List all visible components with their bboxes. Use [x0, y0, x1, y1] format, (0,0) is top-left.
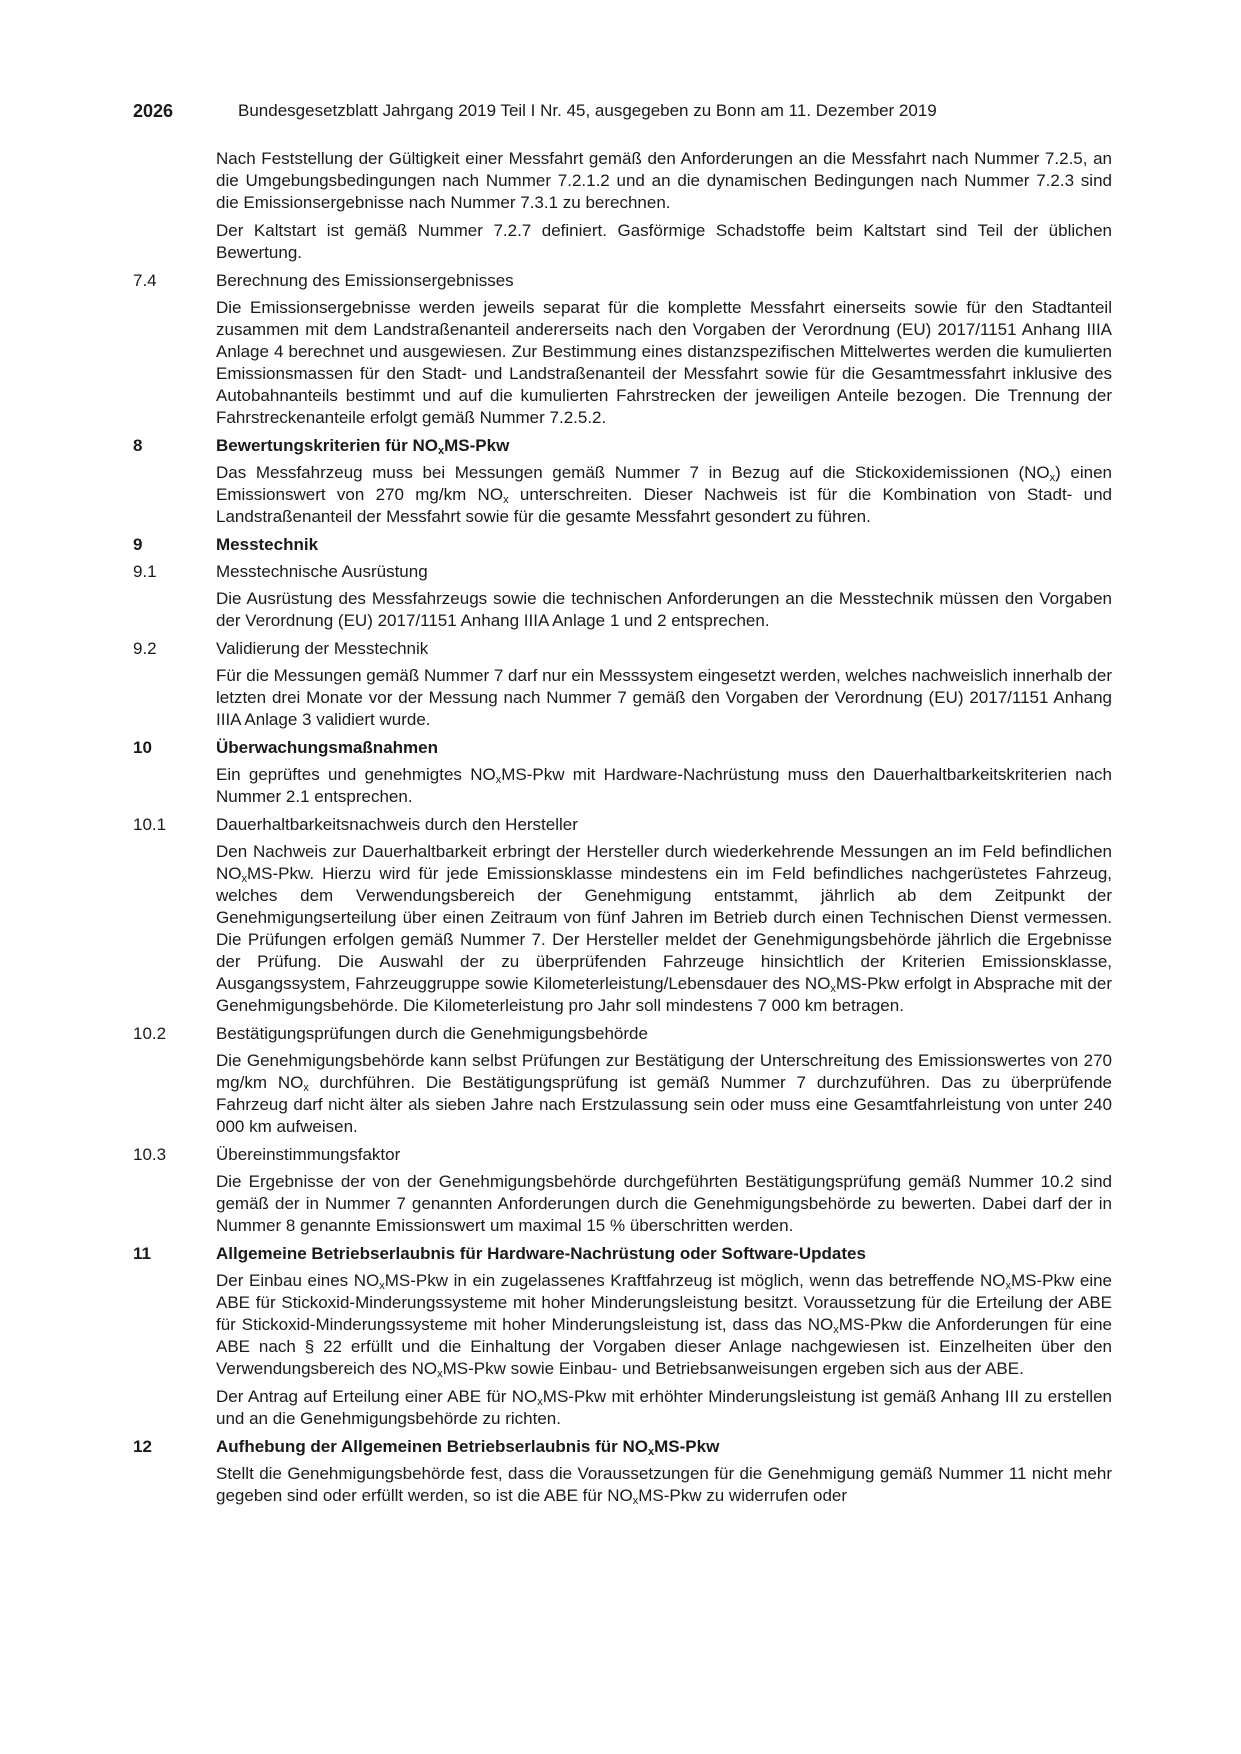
section-title: Übereinstimmungsfaktor: [216, 1145, 401, 1164]
paragraph: Der Kaltstart ist gemäß Nummer 7.2.7 definiert. Gasförmige Schadstoffe beim Kaltstart sind Teil der üblichen Bewertung.: [216, 221, 1112, 262]
section-number: 9.2: [133, 639, 157, 658]
section-title: Berechnung des Emissionsergebnisses: [216, 271, 514, 290]
section-heading: [133, 1023, 1113, 1045]
page-header: [133, 100, 1113, 123]
section-heading: [133, 638, 1113, 660]
section-heading: [133, 1144, 1113, 1166]
section-number: 8: [133, 436, 143, 455]
section-heading: [133, 534, 1113, 556]
paragraph: Der Einbau eines $NO_xMS$-Pkw in ein zugelassenes Kraftfahrzeug ist möglich, wenn das betreffende $NO_xMS$-Pkw eine ABE für Stickoxid-Minderungssysteme mit hoher Minderungsleistung besitzt. Voraussetzung für die Erteilung der ABE für Stickoxid-Minderungssysteme mit hoher Minderungsleistung ist, dass das $NO_xMS$-Pkw die Anforderungen für eine ABE nach § 22 erfüllt und die Einhaltung der Vorgaben dieser Anlage nachgewiesen ist. Einzelheiten über den Verwendungsbereich des $NO_xMS$-Pkw sowie Einbau- und Betriebsanweisungen ergeben sich aus der ABE.: [216, 1271, 1113, 1380]
paragraph: Der Antrag auf Erteilung einer ABE für $NO_xMS$-Pkw mit erhöhter Minderungsleistung ist gemäß Anhang III zu erstellen und an die Genehmigungsbehörde zu richten.: [216, 1387, 1112, 1428]
section-heading: [133, 561, 1113, 583]
page-number: 2026: [133, 101, 174, 121]
paragraph: Die Genehmigungsbehörde kann selbst Prüfungen zur Bestätigung der Unterschreitung des Emissionswertes von 270 mg/km $NO_x$ durchführen. Die Bestätigungsprüfung ist gemäß Nummer 7 durchzuführen. Das zu überprüfende Fahrzeug darf nicht älter als sieben Jahre nach Erstzulassung sein oder muss eine Gesamtfahrleistung von unter 240 000 km aufweisen.: [216, 1051, 1112, 1136]
paragraph: Das Messfahrzeug muss bei Messungen gemäß Nummer 7 in Bezug auf die Stickoxidemissionen $(NO_x)$ einen Emissionswert von 270 mg/km $NO_x$ unterschreiten. Dieser Nachweis ist für die Kombination von Stadt- und Landstraßenanteil der Messfahrt sowie für die gesamte Messfahrt gesondert zu führen.: [216, 463, 1112, 526]
paragraph: Die Ausrüstung des Messfahrzeugs sowie die technischen Anforderungen an die Messtechnik müssen den Vorgaben der Verordnung (EU) 2017/1151 Anhang IIIA Anlage 1 und 2 entsprechen.: [216, 589, 1112, 630]
section-title: Messtechnik: [216, 535, 319, 554]
section-number: 9: [133, 535, 143, 554]
section-title: Aufhebung der Allgemeinen Betriebserlaubnis für $NO_xMS$-Pkw: [216, 1437, 720, 1458]
section-number: 10.2: [133, 1024, 167, 1043]
section-title: Bewertungskriterien für $NO_xMS$-Pkw: [216, 436, 510, 457]
document-body: [133, 148, 1113, 1513]
paragraph: Ein geprüftes und genehmigtes $NO_xMS$-Pkw mit Hardware-Nachrüstung muss den Dauerhaltbarkeitskriterien nach Nummer 2.1 entsprechen.: [216, 765, 1112, 806]
section-number: 7.4: [133, 271, 157, 290]
gazette-title: Bundesgesetzblatt Jahrgang 2019 Teil I Nr. 45, ausgegeben zu Bonn am 11. Dezember 2019: [238, 101, 937, 120]
section-title: Bestätigungsprüfungen durch die Genehmigungsbehörde: [216, 1024, 648, 1043]
section-heading: [133, 435, 1113, 457]
paragraph: Die Ergebnisse der von der Genehmigungsbehörde durchgeführten Bestätigungsprüfung gemäß Nummer 10.2 sind gemäß der in Nummer 7 genannten Anforderungen durch die Genehmigungsbehörde zu bewerten. Dabei darf der in Nummer 8 genannte Emissionswert um maximal 15 % überschritten werden.: [216, 1172, 1112, 1235]
paragraph: Die Emissionsergebnisse werden jeweils separat für die komplette Messfahrt einerseits sowie für den Stadtanteil zusammen mit dem Landstraßenanteil andererseits nach den Vorgaben der Verordnung (EU) 2017/1151 Anhang IIIA Anlage 4 berechnet und ausgewiesen. Zur Bestimmung eines distanzspezifischen Mittelwertes werden die kumulierten Emissionsmassen für den Stadt- und Landstraßenanteil der Messfahrt sowie für die Gesamtmessfahrt inklusive des Autobahnanteils bestimmt und auf die kumulierten Fahrstrecken der jeweiligen Anteile bezogen. Die Trennung der Fahrstreckenanteile erfolgt gemäß Nummer 7.2.5.2.: [216, 298, 1112, 427]
section-heading: [133, 270, 1113, 292]
section-number: 10.1: [133, 815, 167, 834]
section-number: 10: [133, 738, 152, 757]
section-number: 9.1: [133, 562, 157, 581]
paragraph: Nach Feststellung der Gültigkeit einer Messfahrt gemäß den Anforderungen an die Messfahrt nach Nummer 7.2.5, an die Umgebungsbedingungen nach Nummer 7.2.1.2 und an die dynamischen Bedingungen nach Nummer 7.2.3 sind die Emissionsergebnisse nach Nummer 7.3.1 zu berechnen.: [216, 149, 1112, 212]
paragraph: Für die Messungen gemäß Nummer 7 darf nur ein Messsystem eingesetzt werden, welches nachweislich innerhalb der letzten drei Monate vor der Messung nach Nummer 7 gemäß den Vorgaben der Verordnung (EU) 2017/1151 Anhang IIIA Anlage 3 validiert wurde.: [216, 666, 1112, 729]
section-heading: [133, 737, 1113, 759]
section-number: 12: [133, 1437, 152, 1456]
section-heading: [133, 814, 1113, 836]
paragraph: Stellt die Genehmigungsbehörde fest, dass die Voraussetzungen für die Genehmigung gemäß Nummer 11 nicht mehr gegeben sind oder erfüllt werden, so ist die ABE für $NO_xMS$-Pkw zu widerrufen oder: [216, 1464, 1112, 1507]
section-heading: [133, 1436, 1113, 1458]
section-number: 10.3: [133, 1145, 167, 1164]
section-title: Dauerhaltbarkeitsnachweis durch den Hersteller: [216, 815, 578, 834]
paragraph: Den Nachweis zur Dauerhaltbarkeit erbringt der Hersteller durch wiederkehrende Messungen an im Feld befindlichen $NO_xMS$-Pkw. Hierzu wird für jede Emissionsklasse mindestens ein im Feld befindliches nachgerüstetes Fahrzeug, welches dem Verwendungsbereich der Genehmigung entstammt, jährlich ab dem Zeitpunkt der Genehmigungserteilung über einen Zeitraum von fünf Jahren im Betrieb durch einen Technischen Dienst vermessen. Die Prüfungen erfolgen gemäß Nummer 7. Der Hersteller meldet der Genehmigungsbehörde jährlich die Ergebnisse der Prüfung. Die Auswahl der zu überprüfenden Fahrzeuge hinsichtlich der Kriterien Emissionsklasse, Ausgangssystem, Fahrzeuggruppe sowie Kilometerleistung/Lebensdauer des $NO_xMS$-Pkw erfolgt in Absprache mit der Genehmigungsbehörde. Die Kilometerleistung pro Jahr soll mindestens 7 000 km betragen.: [216, 842, 1112, 1015]
section-title: Messtechnische Ausrüstung: [216, 562, 428, 581]
section-heading: [133, 1243, 1113, 1265]
section-title: Überwachungsmaßnahmen: [216, 738, 438, 757]
section-number: 11: [133, 1244, 151, 1263]
section-title: Allgemeine Betriebserlaubnis für Hardware-Nachrüstung oder Software-Updates: [216, 1244, 866, 1263]
section-title: Validierung der Messtechnik: [216, 639, 429, 658]
